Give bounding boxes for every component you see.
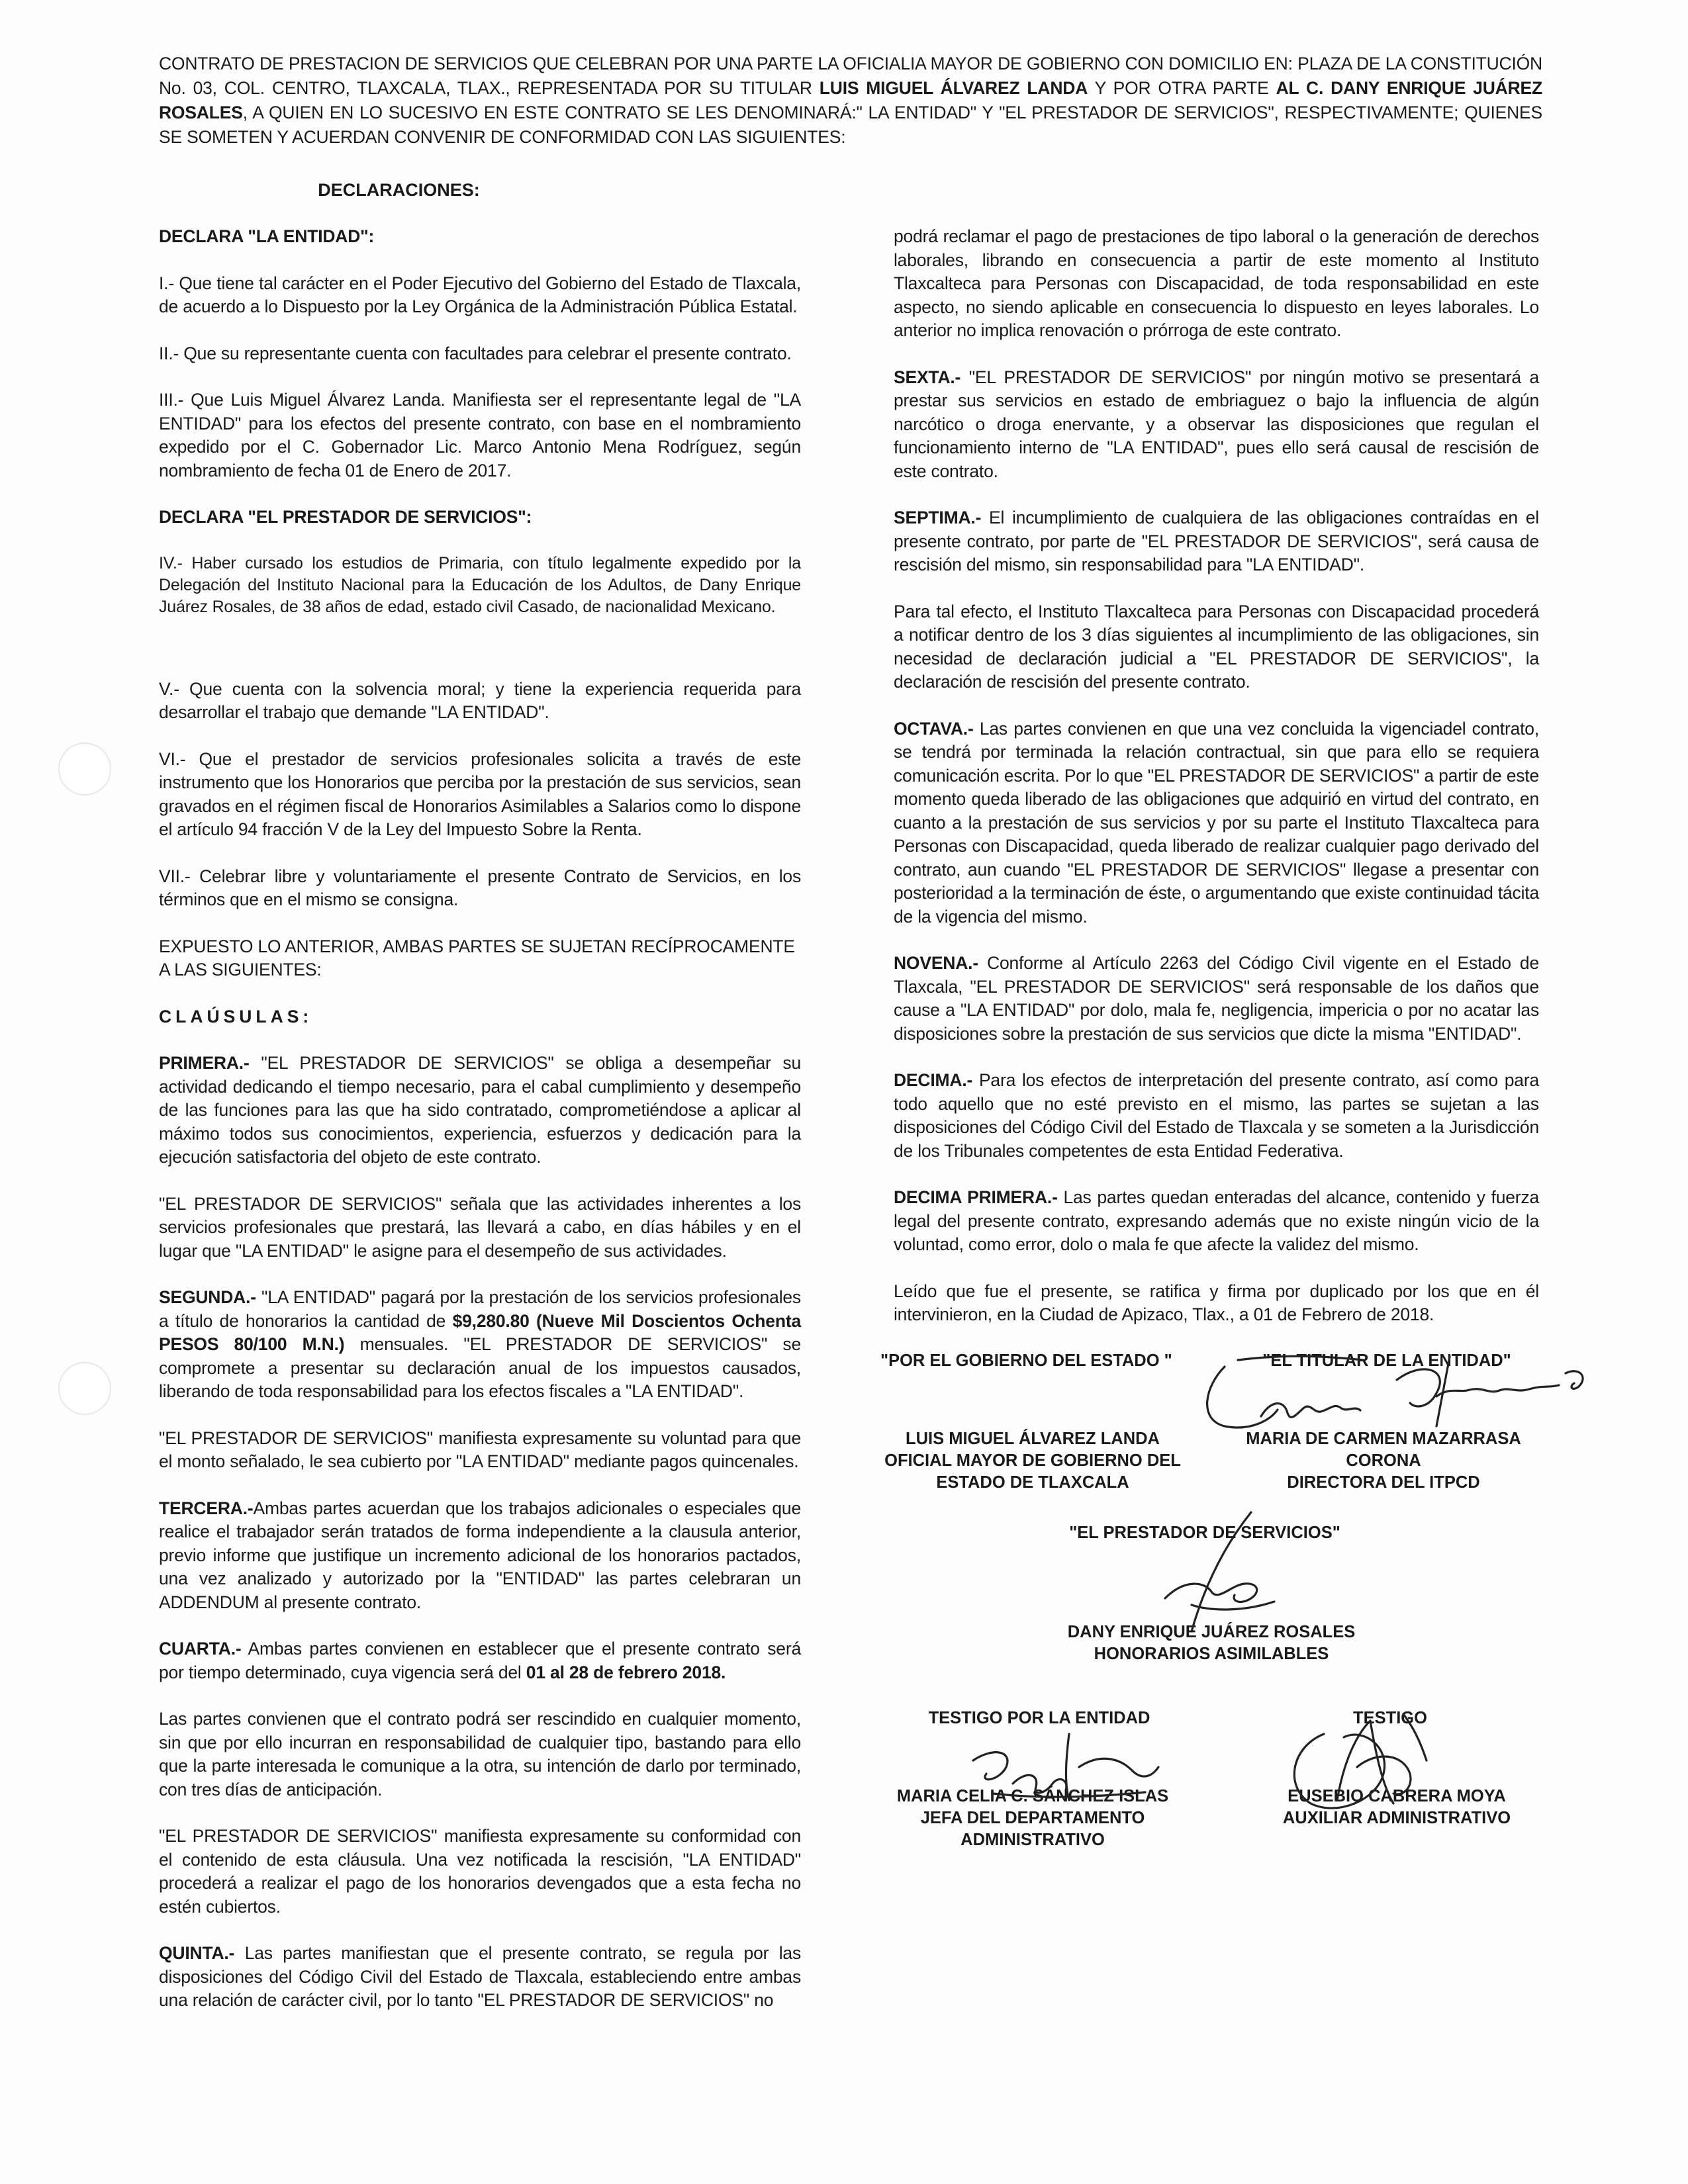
clause-label: TERCERA.- [159,1498,254,1518]
clause-sexta [894,366,1539,484]
clause-quinta-continued: podrá reclamar el pago de prestaciones de tipo laboral o la generación de derechos laborales, librando en consecuencia a partir de este momento al Instituto Tlaxcalteca para Personas con Discapacidad, de toda responsabilidad en este aspecto, no siendo aplicable en consecuencia lo dispuesto en leyes laborales. Lo anterior no implica renovación o prórroga de este contrato. [894,226,1539,340]
declaration-i: I.- Que tiene tal carácter en el Poder Ejecutivo del Gobierno del Estado de Tlaxcala, de acuerdo a lo Dispuesto por la Ley Orgánica de la Administración Pública Estatal. [159,273,801,316]
clause-octava [894,717,1539,929]
signer-name: LUIS MIGUEL ÁLVAREZ LANDA [906,1430,1160,1448]
declara-entidad-title: DECLARA "LA ENTIDAD": [159,226,375,246]
clause-label: DECIMA.- [894,1070,973,1090]
payment-amount: $9,280.80 (Nueve Mil Doscientos Ochenta PESOS 80/100 M.N.) [159,1310,801,1354]
left-column [159,225,801,2036]
clause-label: SEPTIMA.- [894,508,982,527]
clause-label: DECIMA PRIMERA.- [894,1187,1058,1207]
clause-label: SEXTA.- [894,367,961,387]
clause-text: "EL PRESTADOR DE SERVICIOS" se obliga a desempeñar su actividad dedicando el tiempo necesario, para el cabal cumplimiento y desempeño de las funciones para las que ha sido contratado, comprometiéndose a aplicar al máximo todos sus conocimientos, experiencia, esfuerzos y dedicación para la ejecución satisfactoria del objeto de este contrato. [159,1053,801,1167]
signature-title: "EL TITULAR DE LA ENTIDAD" [1262,1351,1511,1370]
clause-text: "EL PRESTADOR DE SERVICIOS" por ningún motivo se presentará a prestar sus servicios en estado de embriaguez o bajo la influencia de algún narcótico o droga enervante, y a observar las disposiciones que regulan el funcionamiento interno de "LA ENTIDAD", pues ello será causal de rescisión de este contrato. [894,367,1539,481]
clause-cuarta-b: Las partes convienen que el contrato podrá ser rescindido en cualquier momento, sin que por ello incurran en responsabilidad de cualquier tipo, bastando para ello que la parte interesada le comunique a la otra, su intención de darlo por terminado, con tres días de anticipación. [159,1709,801,1799]
clause-text: El incumplimiento de cualquiera de las obligaciones contraídas en el presente contrato, por parte de "EL PRESTADOR DE SERVICIOS", será causa de rescisión del mismo, sin responsabilidad para "LA ENTIDAD". [894,508,1539,574]
signature-title: "EL PRESTADOR DE SERVICIOS" [1069,1524,1340,1542]
handwritten-signature-testigo [1278,1688,1436,1820]
clause-text: Ambas partes convienen en establecer que el presente contrato será por tiempo determinado, cuya vigencia será del [159,1639,801,1682]
right-column [894,225,1539,1350]
declaration-ii: II.- Que su representante cuenta con facultades para celebrar el presente contrato. [159,343,792,363]
signer-role: ESTADO DE TLAXCALA [936,1473,1129,1492]
clause-cuarta-c: "EL PRESTADOR DE SERVICIOS" manifiesta expresamente su conformidad con el contenido de esta cláusula. Una vez notificada la rescisión, "LA ENTIDAD" procederá a realizar el pago de los honorarios devengados que a esta fecha no estén cubiertos. [159,1826,801,1917]
declaration-vi: VI.- Que el prestador de servicios profesionales solicita a través de este instrumento que los Honorarios que perciba por la prestación de sus servicios, sean gravados en el régimen fiscal de Honorarios Asimilables a Salarios como lo dispone el artículo 94 fracción V de la Ley del Impuesto Sobre la Renta. [159,749,801,839]
punch-hole-upper [58,743,111,796]
signer-role: DIRECTORA DEL ITPCD [1287,1473,1480,1492]
declaration-iii: III.- Que Luis Miguel Álvarez Landa. Manifiesta ser el representante legal de "LA ENTIDAD" para los efectos del presente contrato, con base en el nombramiento expedido por el C. Gobernador Lic. Marco Antonio Mena Rodríguez, según nombramiento de fecha 01 de Enero de 2017. [159,390,801,480]
clause-label: NOVENA.- [894,953,978,973]
handwritten-signature-prestador [1152,1506,1291,1638]
declaration-iv: IV.- Haber cursado los estudios de Primaria, con título legalmente expedido por la Delegación del Instituto Nacional para la Educación de los Adultos, de Dany Enrique Juárez Rosales, de 38 años de edad, estado civil Casado, de nacionalidad Mexicano. [159,553,801,616]
signer-role: HONORARIOS ASIMILABLES [1094,1645,1329,1663]
clause-label: QUINTA.- [159,1943,235,1963]
signer-role: AUXILIAR ADMINISTRATIVO [1282,1809,1511,1827]
clause-text: Para los efectos de interpretación del presente contrato, así como para todo aquello que no esté previsto en el mismo, las partes se sujetan a las disposiciones del Código Civil del Estado de Tlaxcala y se someten a la Jurisdicción de los Tribunales competentes de esta Entidad Federativa. [894,1070,1539,1161]
clausulas-title: CLAÚSULAS: [159,1006,313,1026]
clause-segunda-c: "EL PRESTADOR DE SERVICIOS" manifiesta expresamente su voluntad para que el monto señalado, le sea cubierto por "LA ENTIDAD" mediante pagos quincenales. [159,1428,801,1471]
closing-statement: Leído que fue el presente, se ratifica y firma por duplicado por los que en él intervinieron, en la Ciudad de Apizaco, Tlax., a 01 de Febrero de 2018. [894,1281,1539,1324]
clause-label: SEGUNDA.- [159,1287,256,1307]
declaration-v: V.- Que cuenta con la solvencia moral; y tiene la experiencia requerida para desarrollar el trabajo que demande "LA ENTIDAD". [159,678,801,722]
declara-prestador-title: DECLARA "EL PRESTADOR DE SERVICIOS": [159,507,532,527]
signer-role: OFICIAL MAYOR DE GOBIERNO DEL [884,1451,1181,1470]
declaraciones-title: DECLARACIONES: [318,180,480,200]
signer-name: EUSEBIO CABRERA MOYA [1288,1787,1506,1805]
clause-text: Las partes manifiestan que el presente contrato, se regula por las disposiciones del Código Civil del Estado de Tlaxcala, estableciendo entre ambas una relación de carácter civil, por lo tanto "EL PRESTADOR DE SERVICIOS" no [159,1943,801,2010]
signature-title: TESTIGO POR LA ENTIDAD [928,1709,1150,1727]
clause-quinta [159,1942,801,2013]
signature-title: TESTIGO [1353,1709,1427,1727]
signer-name: MARIA CELIA C. SÁNCHEZ ISLAS [896,1787,1169,1805]
clause-label: OCTAVA.- [894,718,974,739]
clause-septima-b: Para tal efecto, el Instituto Tlaxcalteca para Personas con Discapacidad procederá a notificar dentro de los 3 días siguientes al incumplimiento de las obligaciones, sin necesidad de declaración judicial a "EL PRESTADOR DE SERVICIOS", la declaración de rescisión del presente contrato. [894,601,1539,692]
signer-name: MARIA DE CARMEN MAZARRASA [1246,1430,1521,1448]
signature-gobierno [880,1350,1198,1372]
clause-decima-primera [894,1186,1539,1257]
signature-gobierno-name [874,1428,1192,1494]
clause-text: Conforme al Artículo 2263 del Código Civil vigente en el Estado de Tlaxcala, "EL PRESTADOR DE SERVICIOS" será responsable de los daños que cause a "LA ENTIDAD" por dolo, mala fe, negligencia, impericia o por no acatar las disposiciones sobre la prestación de sus servicios que dicte la misma "ENTIDAD". [894,953,1539,1044]
signer-name: DANY ENRIQUE JUÁREZ ROSALES [1067,1623,1356,1641]
clause-novena [894,952,1539,1046]
heading-text: Y POR OTRA PARTE [1094,78,1269,98]
handwritten-signature-titular [1198,1347,1609,1453]
clause-label: PRIMERA.- [159,1053,250,1073]
signer-role: ADMINISTRATIVO [961,1831,1105,1849]
handwritten-signature-testigo-entidad [953,1721,1165,1807]
clause-text: Las partes convienen en que una vez concluida la vigenciadel contrato, se tendrá por terminada la relación contractual, sin que para ello se requiera comunicación escrita. Por lo que "EL PRESTADOR DE SERVICIOS" a partir de este momento queda liberado de las obligaciones que adquirió en virtud del contrato, en cuanto a la prestación de sus servicios y por su parte el Instituto Tlaxcalteca para Personas con Discapacidad, queda liberado de realizar cualquier pago derivado del contrato, aun cuando "EL PRESTADOR DE SERVICIOS" llegase a presentar con posterioridad a la terminación de éste, o argumentando que existe continuidad tácita de la vigencia del mismo. [894,718,1539,927]
heading-text: , A QUIEN EN LO SUCESIVO EN ESTE CONTRATO SE LES DENOMINARÁ:" LA ENTIDAD" Y "EL PRESTADOR DE SERVICIOS", RESPECTIVAMENTE; QUIENES SE SOMETEN Y ACUERDAN CONVENIR DE CONFORMIDAD CON LAS SIGUIENTES: [159,103,1542,147]
clause-text: mensuales. "EL PRESTADOR DE SERVICIOS" se compromete a presentar su declaración anual de los impuestos causados, liberando de toda responsabilidad para los efectos fiscales a "LA ENTIDAD". [159,1334,801,1401]
clause-primera-b: "EL PRESTADOR DE SERVICIOS" señala que las actividades inherentes a los servicios profesionales que prestará, las llevará a cabo, en días hábiles y en el lugar que "LA ENTIDAD" le asigne para el desempeño de sus actividades. [159,1193,801,1261]
contract-dates: 01 al 28 de febrero 2018. [526,1662,726,1682]
signature-title: "POR EL GOBIERNO DEL ESTADO " [880,1351,1172,1370]
clause-decima [894,1069,1539,1163]
contract-heading [159,52,1542,150]
clause-label: CUARTA.- [159,1639,242,1659]
clause-primera [159,1052,801,1169]
clause-text: "LA ENTIDAD" pagará por la prestación de los servicios profesionales a título de honorarios la cantidad de [159,1287,801,1331]
signer-role: JEFA DEL DEPARTAMENTO [920,1809,1145,1827]
clause-cuarta [159,1637,801,1684]
clause-text: Las partes quedan enteradas del alcance, contenido y fuerza legal del presente contrato, expresando además que no existe ningún vicio de la voluntad, como error, dolo o mala fe que afecte la validez del mismo. [894,1187,1540,1254]
clause-segunda [159,1286,801,1404]
heading-titular: LUIS MIGUEL ÁLVAREZ LANDA [819,78,1088,98]
clause-tercera [159,1497,801,1615]
heading-prestador: AL C. DANY ENRIQUE JUÁREZ ROSALES [159,78,1542,122]
signer-name: CORONA [1346,1451,1421,1470]
expuesto-text: EXPUESTO LO ANTERIOR, AMBAS PARTES SE SUJETAN RECÍPROCAMENTE A LAS SIGUIENTES: [159,936,795,979]
clause-septima [894,506,1539,577]
clause-text: Ambas partes acuerdan que los trabajos adicionales o especiales que realice el trabajador serán tratados de forma independiente a la clausula anterior, previo informe que justifique un incremento adicional de los honorarios pactados, una vez analizado y autorizado por la "ENTIDAD" las partes celebraran un ADDENDUM al presente contrato. [159,1498,801,1612]
declaration-vii: VII.- Celebrar libre y voluntariamente el presente Contrato de Servicios, en los términos que en el mismo se consigna. [159,866,801,909]
heading-text: CONTRATO DE PRESTACION DE SERVICIOS QUE CELEBRAN POR UNA PARTE LA OFICIALIA MAYOR DE GOBIERNO CON DOMICILIO EN: PLAZA DE LA CONSTITUCIÓN No. 03, COL. CENTRO, TLAXCALA, TLAX., REPRESENTADA POR SU TITULAR [159,54,1542,98]
punch-hole-lower [58,1362,111,1415]
